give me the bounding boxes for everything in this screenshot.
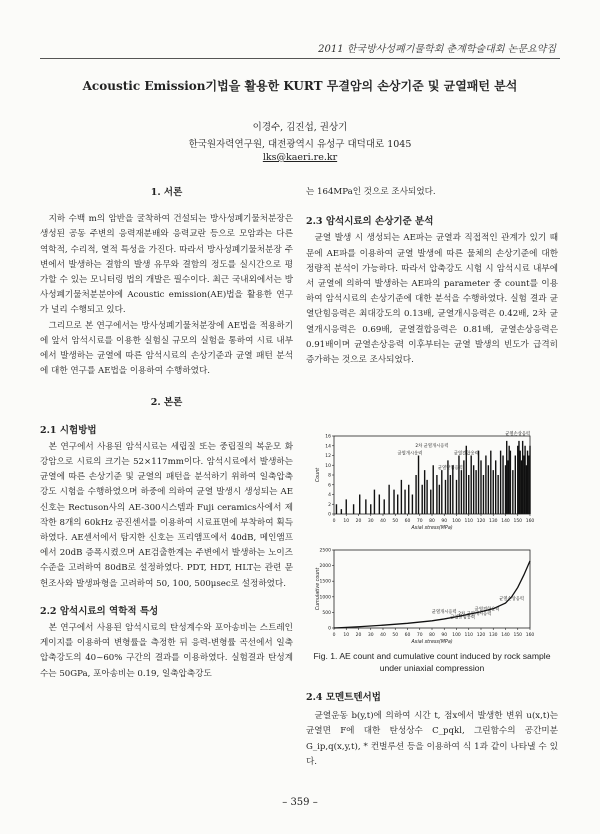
count-bar [480,460,481,514]
count-bar [408,485,409,514]
y-tick-label: 1000 [319,595,331,601]
count-bar [471,456,472,515]
figure-caption: Fig. 1. AE count and cumulative count induced by rock sample under uniaxial compression [313,651,551,673]
count-bar [497,475,498,514]
count-bar [524,446,525,514]
x-tick-label: 80 [429,519,435,524]
chart-ae-count [315,430,534,531]
count-bar [522,441,523,514]
section-2-3-heading: 2.3 암석시료의 손상기준 분석 [306,216,434,228]
count-bar [500,451,501,514]
count-bar [445,480,446,514]
count-bar [506,441,507,514]
count-bar [527,451,528,514]
x-tick-label: 20 [355,633,362,638]
x-tick-label: 50 [392,633,399,638]
stress-annotation: 균열개시응력 [397,451,423,457]
count-bar [490,451,491,514]
count-bar [441,470,442,514]
y-tick-label: 2000 [319,564,331,570]
right-column-lower [306,690,558,770]
x-tick-label: 0 [332,519,336,524]
section-2-3-paragraph: 균열 발생 시 생성되는 AE파는 균열과 직접적인 관계가 있기 때문에 AE파를 이용하여 균열 발생에 따른 물체의 손상기준에 대한 정량적 분석이 가능하다. 따라서 압축강도 시험 시 암석시료 내부에서 균열에 의하여 발생하는 AE파의 parameter 중 count를 이용하여 암석시료의 손상기준에 대한 분석을 수행하였다. 실험 결과 균열단힘응력은 최대강도의 0.13배, 균열개시응력은 0.42배, 2차 균열개시응력은 0.69배, 균열결합응력은 0.81배, 균열손상응력은 0.91배이며 균열손상응력 이후부터는 균열 발생의 빈도가 급격히 증가하는 것으로 조사되었다. [306,233,558,366]
section-2-1-paragraph: 본 연구에서 사용된 암석시료는 세립질 또는 중립질의 복운모 화강암으로 시료의 크기는 52×117mm이다. 암석시료에서 발생하는 균열에 따른 손상기준 및 균열의 패턴을 분석하기 위하여 일축압축강도 시험을 수행하였으며 하중에 의하여 균열 발생시 생성되는 AE 신호는 Rectuson사의 AE-300시스템과 Fuji ceramics사에서 제작한 8개의 60kHz 공진센서를 이용하여 시료표면에 부착하여 획득하였다. AE센서에서 탐지한 신호는 프리앰프에서 40dB, 메인앰프에서 20dB 증폭시켰으며 AE검출한계는 주변에서 발생하는 노이즈 수준을 고려하여 80dB로 설정하였다. PDT, HDT, HLT는 관련 문헌조사와 발생파형을 고려하여 50, 100, 500μsec로 설정하였다. [40,441,293,589]
x-tick-label: 30 [367,633,374,638]
x-tick-label: 10 [343,519,350,524]
section-1-paragraph-1: 지하 수백 m의 암반을 굴착하여 건설되는 방사성폐기물처분장은 생성된 공동 주변의 응력재분배와 응력교란 등으로 모암과는 다른 역학적, 수리적, 열적 특성을 가진다. 따라서 방사성폐기물처분장 주변에서 발생하는 결함의 발생 유무와 결함의 정도를 실시간으로 평가할 수 있는 모니터링 법의 개발은 필수이다. 최근 국내외에서는 방사성폐기물처분분야에 Acoustic emission(AE)법을 활용한 연구가 널리 수행되고 있다. [40,214,293,316]
x-tick-label: 40 [380,633,386,638]
section-2-4-heading: 2.4 모멘트텐서법 [306,692,381,703]
count-bar [365,499,366,514]
count-bar [485,456,486,515]
count-bar [475,470,476,514]
stress-annotation: 균열개시응력 [431,610,457,616]
count-bar [452,465,453,514]
chart-cumulative-count [315,548,534,646]
stress-annotation: 균열닫힘응력 [437,466,463,472]
count-bar [388,485,389,514]
x-tick-label: 160 [525,519,535,524]
count-bar [461,470,462,514]
count-bar [463,460,464,514]
count-bar [384,499,385,514]
section-2-1-heading: 2.1 시험방법 [40,424,97,436]
y-tick-label: 10 [325,463,331,469]
count-bar [502,456,503,515]
paper-affiliation: 한국원자력연구원, 대전광역시 유성구 대덕대로 1045 [188,139,412,150]
y-tick-label: 12 [325,454,331,459]
section-1-paragraph-2: 그리므로 본 연구에서는 방사성폐기물처분장에 AE법을 적용하기에 앞서 암석시료를 이용한 실험실 규모의 실험을 통하여 시료 내부에서 발생하는 균열에 따른 암석시료의 손상기준과 균열 패턴 분석에 대한 연구를 AE법을 이용하여 수행하였다. [40,320,293,377]
stress-annotation: 균열닫힘응력 [450,615,476,621]
count-bar [379,495,380,515]
count-bar [473,465,474,514]
x-tick-label: 80 [429,633,435,638]
count-bar [493,470,494,514]
count-bar [520,451,521,514]
x-tick-label: 100 [452,519,461,524]
section-1-heading: 1. 서론 [150,187,183,198]
count-bar [495,460,496,514]
section-2-heading: 2. 본론 [150,397,183,409]
count-bar [439,485,440,514]
x-tick-label: 20 [355,519,362,524]
y-tick-label: 500 [322,610,331,616]
paper-authors: 이경수, 김진섭, 권상기 [252,122,348,133]
count-bar [483,475,484,514]
count-bar [404,490,405,514]
count-bar [359,495,360,515]
x-tick-label: 10 [343,633,350,638]
paper-title: Acoustic Emission기법을 활용한 KURT 무결암의 손상기준 및 균열패턴 분석 [82,79,518,93]
count-bar [430,490,431,514]
x-tick-label: 90 [441,633,448,638]
count-bar [515,456,516,515]
x-tick-label: 150 [513,519,523,524]
x-tick-label: 130 [488,519,498,524]
y-tick-label: 8 [328,473,331,479]
count-bar [510,451,511,514]
count-bar [523,456,524,515]
section-2-2-paragraph: 본 연구에서 사용된 암석시료의 탄성계수와 포아송비는 스트레인게이지를 이용하여 변형률을 측정한 뒤 응력-변형률 곡선에서 일축압축강도의 40~60% 구간의 결과를 이용하였다. 실험결과 탄성계수는 50GPa, 포아송비는 0.19, 일축압축강도 [40,623,293,679]
x-tick-label: 110 [464,519,474,524]
section-2-2-heading: 2.2 암석시료의 역학적 특성 [40,605,159,617]
paper-email[interactable]: lks@kaeri.re.kr [262,152,338,163]
y-axis-label: Count [316,467,321,483]
y-tick-label: 16 [325,434,331,440]
count-bar [436,475,437,514]
y-tick-label: 2 [328,502,331,508]
count-bar [529,446,530,514]
count-bar [346,499,347,514]
y-tick-label: 2500 [319,548,331,554]
x-tick-label: 60 [404,519,411,524]
count-bar [508,446,509,514]
stress-annotation: 2차 균열개시응력 [458,611,492,617]
x-tick-label: 70 [416,519,423,524]
x-axis-label: Axial stress(MPa) [411,640,453,645]
x-tick-label: 140 [501,519,510,524]
count-bar [415,475,416,514]
count-bar [424,470,425,514]
x-tick-label: 160 [525,633,535,638]
count-bar [397,495,398,515]
count-bar [468,475,469,514]
count-bar [412,495,413,515]
stress-annotation: 균열결합응력 [453,451,479,457]
x-tick-label: 50 [392,519,399,524]
left-column [40,185,293,682]
continued-text: 는 164MPa인 것으로 조사되었다. [306,187,436,197]
figure-1 [306,430,558,648]
stress-annotation: 2차 균열개시응력 [415,444,449,450]
count-bar [336,504,337,514]
count-bar [521,460,522,514]
x-tick-label: 40 [380,519,386,524]
count-bar [478,451,479,514]
count-bar [488,465,489,514]
stress-annotation: 균열손상응력 [505,432,531,437]
count-bar [507,460,508,514]
x-tick-label: 150 [513,633,523,638]
count-bar [353,504,354,514]
x-tick-label: 130 [488,633,498,638]
y-tick-label: 14 [325,444,331,450]
count-bar [422,485,423,514]
y-tick-label: 0 [328,512,331,518]
count-bar [458,456,459,515]
count-bar [401,480,402,514]
page-number: – 359 – [282,797,318,808]
x-tick-label: 70 [416,633,423,638]
count-bar [450,475,451,514]
count-bar [370,504,371,514]
count-bar [433,465,434,514]
count-bar [456,480,457,514]
count-bar [528,456,529,515]
journal-header: 2011 한국방사성폐기물학회 춘계학술대회 논문요약집 [318,44,556,55]
y-tick-label: 0 [328,626,331,632]
count-bar [517,446,518,514]
stress-annotation: 균열손상응력 [499,596,525,602]
section-2-4-paragraph: 균열운동 b(y,t)에 의하여 시간 t, 점x에서 발생한 변위 u(x,t)는 균열면 F에 대한 탄성상수 C_pqkl, 그린함수의 공간미분 G_ip,q(x,y,t), * 컨벌루션 등을 이용하여 식 1과 같이 나타낼 수 있다. [306,711,558,767]
count-bar [512,470,513,514]
header-rule [40,58,560,59]
count-bar [393,490,394,514]
y-axis-label: Cumulative count [316,567,321,611]
x-tick-label: 0 [332,633,336,638]
x-axis-label: Axial stress(MPa) [411,526,453,531]
cumulative-count-line [334,561,530,628]
y-tick-label: 4 [328,493,331,498]
x-tick-label: 120 [476,519,486,524]
y-tick-label: 6 [328,483,331,489]
count-bar [341,509,342,514]
y-tick-label: 1500 [319,579,331,585]
plot-frame [334,550,530,628]
x-tick-label: 60 [404,633,411,638]
x-tick-label: 30 [367,519,374,524]
count-bar [518,441,519,514]
count-bar [526,465,527,514]
x-tick-label: 120 [476,633,486,638]
count-bar [374,490,375,514]
right-column [306,185,558,368]
x-tick-label: 100 [452,633,461,638]
count-bar [418,456,419,515]
x-tick-label: 110 [464,633,474,638]
count-bar [426,480,427,514]
stress-annotation: 균열결합응력 [474,607,500,613]
x-tick-label: 90 [441,519,448,524]
count-bar [505,465,506,514]
x-tick-label: 140 [501,633,510,638]
